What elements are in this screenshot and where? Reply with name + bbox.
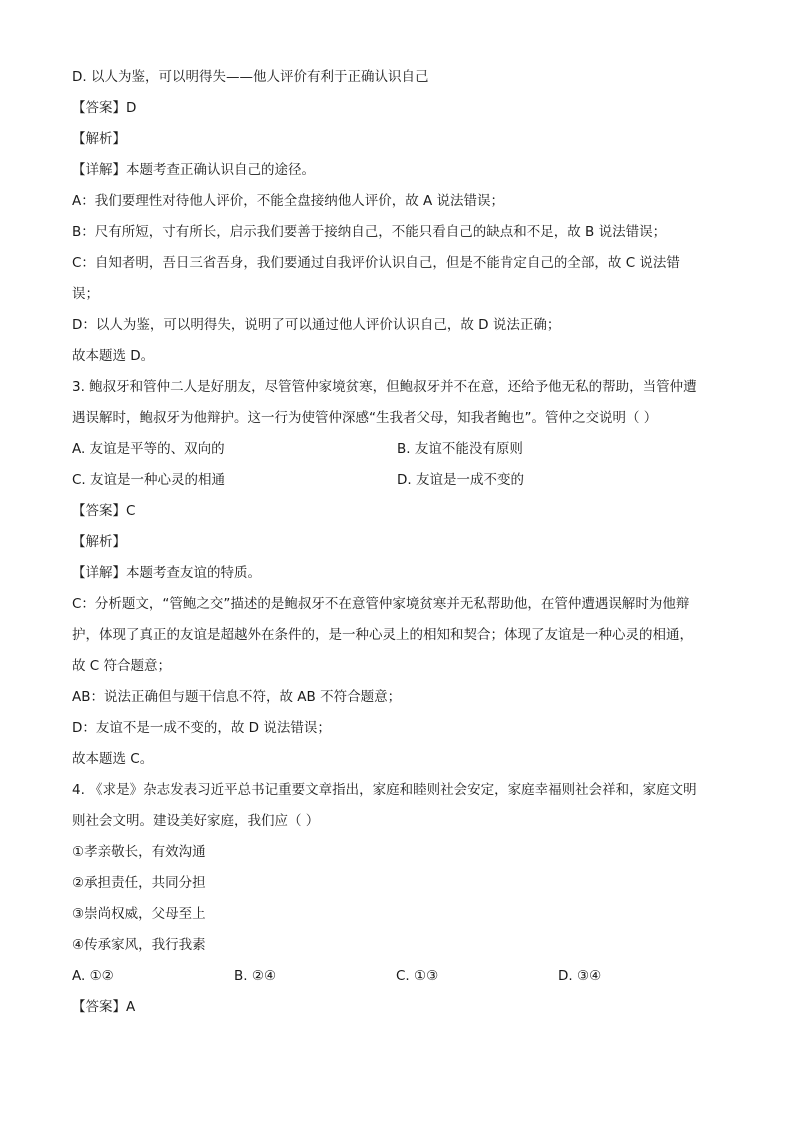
q2-detail-d: D：以人为鉴，可以明得失，说明了可以通过他人评价认识自己，故 D 说法正确； <box>72 317 561 333</box>
q2-detail-a: A：我们要理性对待他人评价，不能全盘接纳他人评价，故 A 说法错误； <box>72 193 505 209</box>
q4-answer-line <box>72 992 732 1023</box>
q2-detail-c: C：自知者明，吾日三省吾身，我们要通过自我评价认识自己，但是不能肯定自己的全部，故 C 说法错 <box>72 255 680 271</box>
document-page <box>72 62 732 1023</box>
q2-detail-b: B：尺有所短，寸有所长，启示我们要善于接纳自己，不能只看自己的缺点和不足，故 B 说法错误； <box>72 224 667 240</box>
q4-stem-line-2: 则社会文明。建设美好家庭，我们应（ ） <box>72 813 320 829</box>
q4-item-1: ①孝亲敬长，有效沟通 <box>72 844 206 860</box>
q2-detail-c-cont: 误； <box>72 286 99 302</box>
q3-analysis-tag: 【解析】 <box>72 534 126 550</box>
q3-option-c: C. 友谊是一种心灵的相通 <box>72 472 226 488</box>
answer-tag: 【答案】 <box>72 503 126 519</box>
q2-option-d: D. 以人为鉴，可以明得失——他人评价有利于正确认识自己 <box>72 69 429 85</box>
q3-stem-line-2: 遇误解时，鲍叔牙为他辩护。这一行为使管仲深感“生我者父母，知我者鲍也”。管仲之交说明（ ） <box>72 410 658 426</box>
q3-detail-intro: 本题考查友谊的特质。 <box>126 565 261 581</box>
q3-answer-line <box>72 496 732 527</box>
q3-option-b: B. 友谊不能没有原则 <box>397 441 523 457</box>
answer-tag: 【答案】 <box>72 999 126 1015</box>
q4-option-b: B. ②④ <box>234 968 277 984</box>
q3-detail-c-1: C：分析题文，“管鲍之交”描述的是鲍叔牙不在意管仲家境贫寒并无私帮助他，在管仲遭遇误解时为他辩 <box>72 596 690 612</box>
q3-detail-c-3: 故 C 符合题意； <box>72 658 172 674</box>
q4-option-d: D. ③④ <box>558 968 602 984</box>
q4-option-c: C. ①③ <box>396 968 439 984</box>
q4-answer-value: A <box>126 999 136 1015</box>
q2-conclusion: 故本题选 D。 <box>72 348 155 364</box>
q3-detail-ab: AB：说法正确但与题干信息不符，故 AB 不符合题意； <box>72 689 402 705</box>
q2-detail-intro: 本题考查正确认识自己的途径。 <box>126 162 315 178</box>
q3-options-row-2 <box>72 465 732 496</box>
q3-option-a: A. 友谊是平等的、双向的 <box>72 441 225 457</box>
q2-answer-line <box>72 93 732 124</box>
q4-stem-line-1: 4. 《求是》杂志发表习近平总书记重要文章指出，家庭和睦则社会安定，家庭幸福则社会祥和，家庭文明 <box>72 782 697 798</box>
answer-tag: 【答案】 <box>72 100 126 116</box>
q4-item-4: ④传承家风，我行我素 <box>72 937 206 953</box>
q2-answer-value: D <box>126 100 137 116</box>
q4-item-2: ②承担责任，共同分担 <box>72 875 206 891</box>
q3-detail-c-2: 护，体现了真正的友谊是超越外在条件的，是一种心灵上的相知和契合；体现了友谊是一种心灵的相通， <box>72 627 693 643</box>
q4-options-row <box>72 961 732 992</box>
q3-detail-d: D：友谊不是一成不变的，故 D 说法错误； <box>72 720 331 736</box>
q3-options-row-1 <box>72 434 732 465</box>
q3-detail-line <box>72 558 732 589</box>
q4-option-a: A. ①② <box>72 968 114 984</box>
q3-answer-value: C <box>126 503 136 519</box>
q3-stem-line-1: 3. 鲍叔牙和管仲二人是好朋友，尽管管仲家境贫寒，但鲍叔牙并不在意，还给予他无私的帮助，当管仲遭 <box>72 379 697 395</box>
detail-tag: 【详解】 <box>72 162 126 178</box>
q4-item-3: ③崇尚权威，父母至上 <box>72 906 206 922</box>
q3-option-d: D. 友谊是一成不变的 <box>397 472 524 488</box>
q2-analysis-tag: 【解析】 <box>72 131 126 147</box>
q3-conclusion: 故本题选 C。 <box>72 751 154 767</box>
q2-detail-line <box>72 155 732 186</box>
detail-tag: 【详解】 <box>72 565 126 581</box>
